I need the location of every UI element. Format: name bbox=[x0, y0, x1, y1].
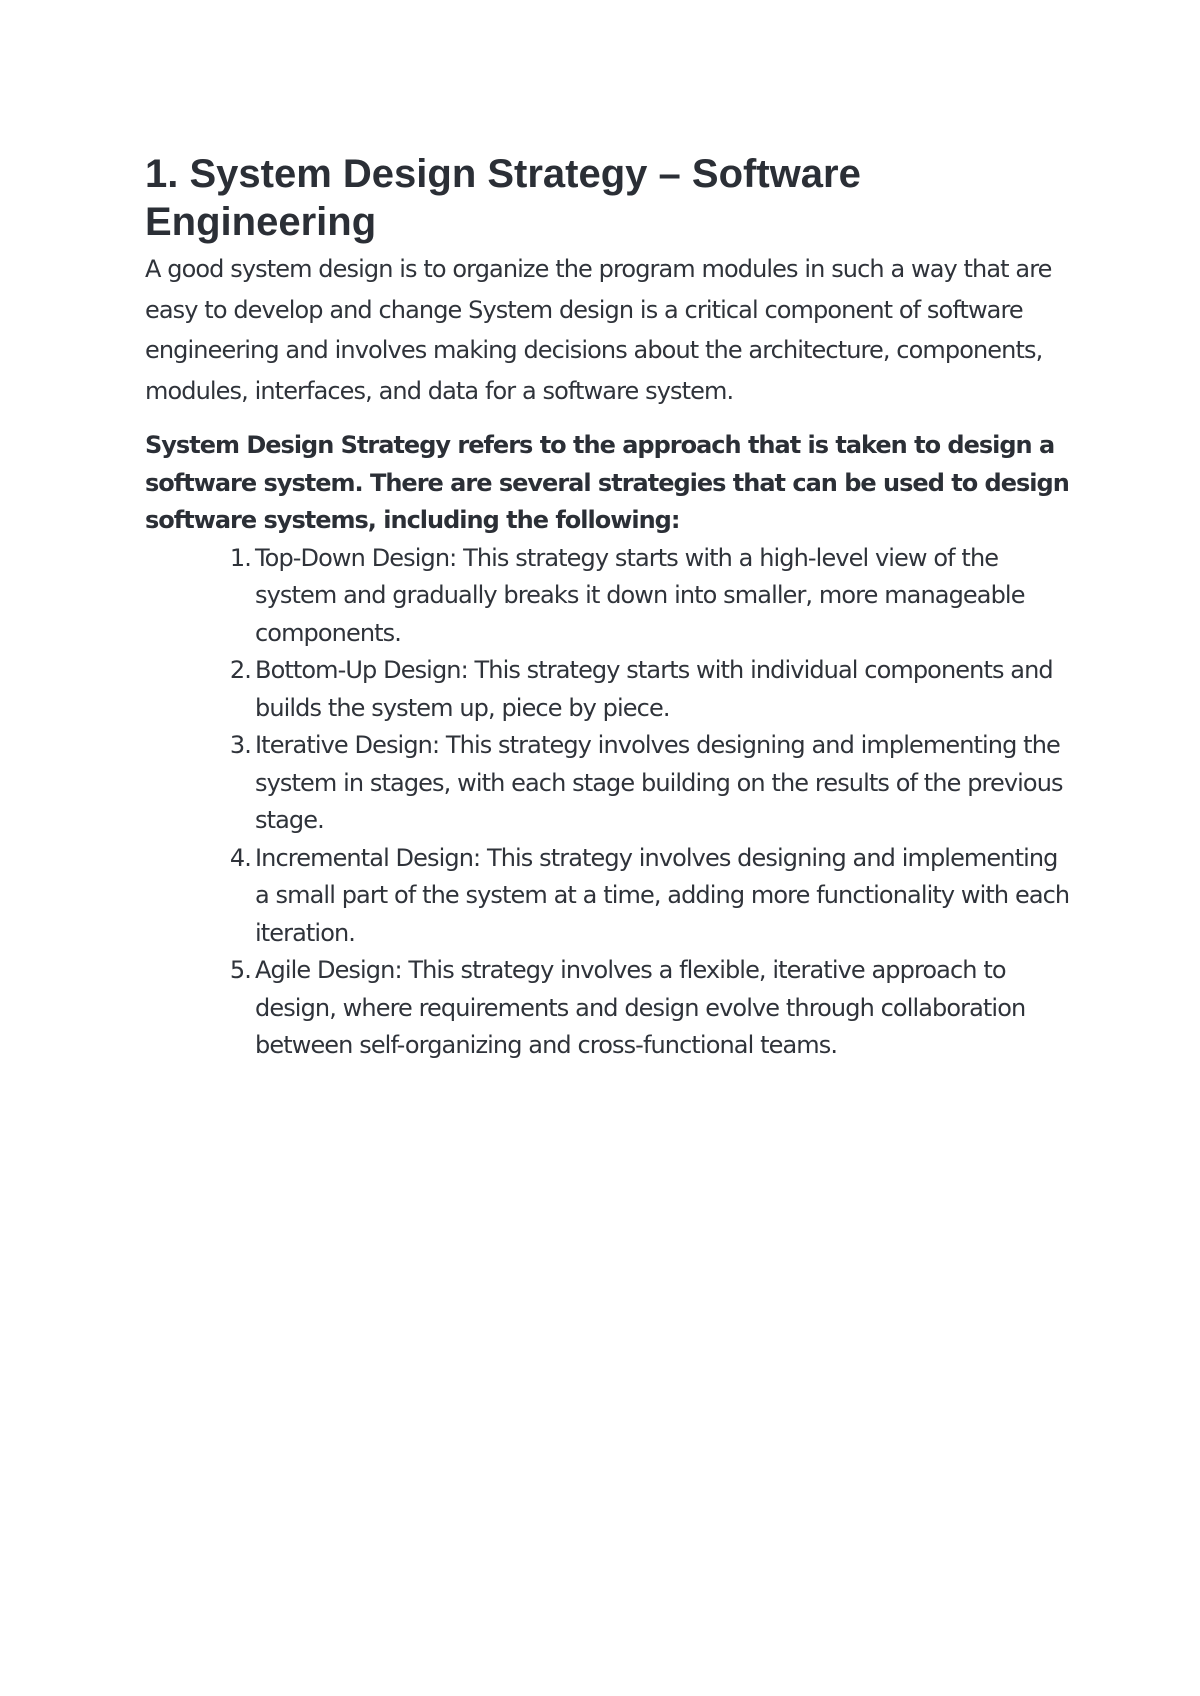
list-item-text: Incremental Design: This strategy involves designing and implementing a small part of the system at a time, adding more functionality with each iteration. bbox=[255, 843, 1070, 947]
document-title: 1. System Design Strategy – Software Engineering bbox=[145, 152, 861, 244]
strategy-list bbox=[145, 540, 1075, 1065]
list-item bbox=[229, 952, 1075, 1065]
list-item-text: Top-Down Design: This strategy starts with a high-level view of the system and gradually breaks it down into smaller, more manageable components. bbox=[255, 543, 1025, 647]
list-item bbox=[229, 652, 1075, 727]
list-item bbox=[229, 727, 1075, 840]
intro-paragraph: A good system design is to organize the program modules in such a way that are easy to develop and change System design is a critical component of software engineering and involves making decisions about the architecture, components, modules, interfaces, and data for a software system. bbox=[145, 255, 1052, 405]
list-item-text: Iterative Design: This strategy involves designing and implementing the system in stages, with each stage building on the results of the previous stage. bbox=[255, 731, 1063, 834]
list-item-number: 3. bbox=[229, 731, 251, 759]
list-item-number: 4. bbox=[229, 843, 251, 872]
list-item-number: 1. bbox=[229, 543, 251, 572]
list-item-number: 5. bbox=[229, 956, 251, 984]
list-item bbox=[229, 840, 1075, 953]
lead-paragraph: System Design Strategy refers to the approach that is taken to design a software system. There are several strategies that can be used to design software systems, including the following: bbox=[145, 431, 1069, 534]
list-item-text: Bottom-Up Design: This strategy starts with individual components and builds the system up, piece by piece. bbox=[255, 656, 1053, 722]
list-item-number: 2. bbox=[229, 656, 251, 684]
list-item bbox=[229, 540, 1075, 653]
list-item-text: Agile Design: This strategy involves a flexible, iterative approach to design, where requirements and design evolve through collaboration between self-organizing and cross-functional teams. bbox=[255, 956, 1026, 1059]
document-page bbox=[145, 150, 1075, 1065]
